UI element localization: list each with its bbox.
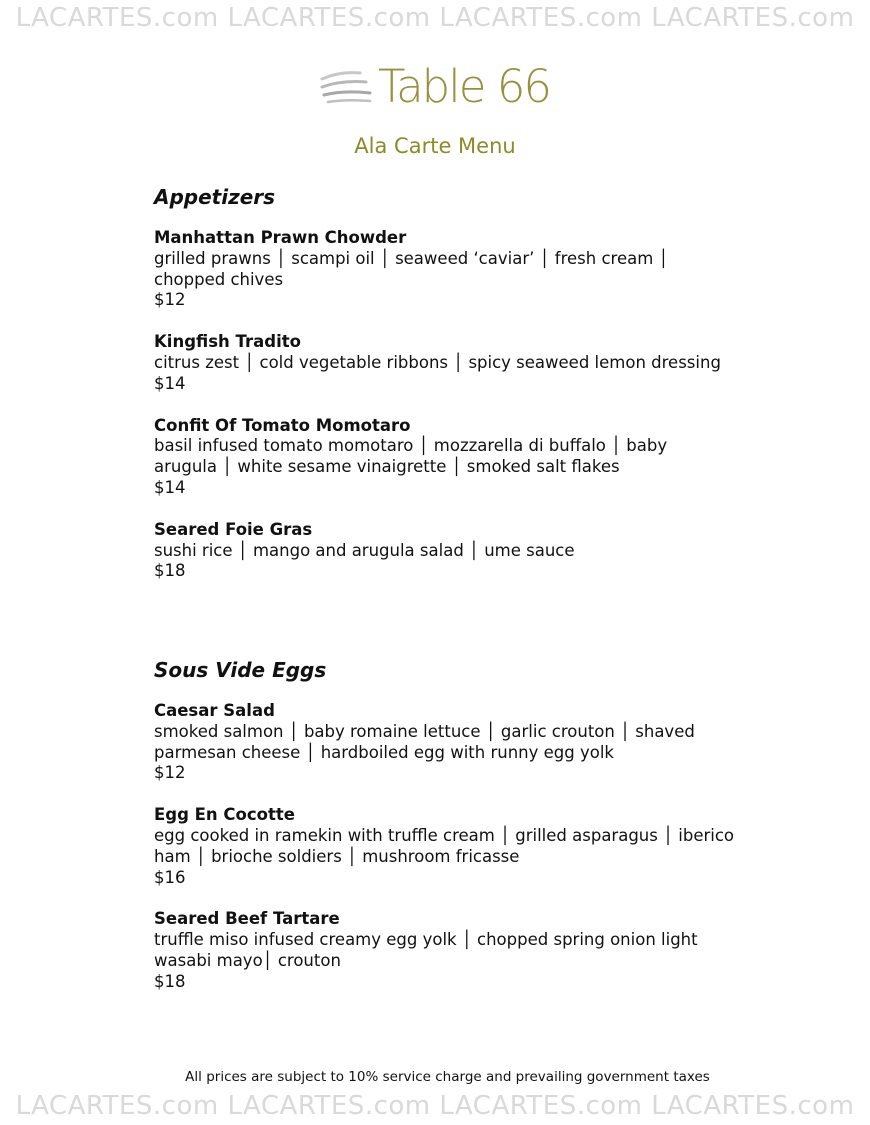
menu-item [154, 416, 734, 499]
item-description: basil infused tomato momotaro │ mozzarella di buffalo │ baby arugula │ white sesame vinaigrette │ smoked salt flakes [154, 436, 668, 477]
item-name: Caesar Salad [154, 701, 275, 720]
item-description: truffle miso infused creamy egg yolk │ chopped spring onion light wasabi mayo│ crouton [154, 930, 698, 970]
watermark-bottom: LACARTES.com LACARTES.com LACARTES.com LACARTES.com [15, 1091, 855, 1121]
item-name: Manhattan Prawn Chowder [154, 228, 407, 247]
menu-item [154, 520, 734, 582]
item-price: $12 [154, 290, 186, 310]
price-disclaimer: All prices are subject to 10% service charge and prevailing government taxes [185, 1069, 710, 1085]
menu-item [154, 332, 734, 394]
item-description: citrus zest │ cold vegetable ribbons │ spicy seaweed lemon dressing [154, 352, 721, 372]
item-description: egg cooked in ramekin with truffle cream │ grilled asparagus │ iberico ham │ brioche soldiers │ mushroom fricasse [154, 825, 735, 866]
menu-item [154, 805, 734, 888]
logo-swoosh-icon [320, 67, 374, 107]
section-title: Sous Vide Eggs [154, 658, 327, 682]
item-description: smoked salmon │ baby romaine lettuce │ garlic crouton │ shaved parmesan cheese │ hardboiled egg with runny egg yolk [154, 721, 695, 762]
item-description: grilled prawns │ scampi oil │ seaweed ‘caviar’ │ fresh cream │ chopped chives [154, 248, 669, 289]
item-name: Confit Of Tomato Momotaro [154, 415, 411, 435]
restaurant-logo [0, 60, 870, 113]
item-price: $14 [154, 373, 186, 393]
item-name: Kingfish Tradito [154, 332, 301, 352]
menu-item [154, 909, 734, 992]
item-name: Seared Foie Gras [154, 519, 313, 539]
item-name: Egg En Cocotte [154, 805, 295, 825]
menu-subtitle: Ala Carte Menu [354, 134, 516, 158]
item-price: $16 [154, 867, 186, 887]
section-appetizers [154, 184, 734, 603]
item-price: $12 [154, 763, 186, 783]
item-price: $18 [154, 971, 186, 991]
watermark-top: LACARTES.com LACARTES.com LACARTES.com LACARTES.com [15, 3, 855, 33]
item-name: Seared Beef Tartare [154, 909, 340, 929]
logo-text: Table 66 [378, 60, 550, 113]
item-price: $14 [154, 477, 186, 497]
item-description: sushi rice │ mango and arugula salad │ ume sauce [154, 540, 575, 560]
section-sous-vide-eggs [154, 657, 734, 1014]
menu-item [154, 701, 734, 784]
item-price: $18 [154, 561, 186, 581]
menu-item [154, 228, 734, 311]
section-title: Appetizers [154, 185, 276, 209]
